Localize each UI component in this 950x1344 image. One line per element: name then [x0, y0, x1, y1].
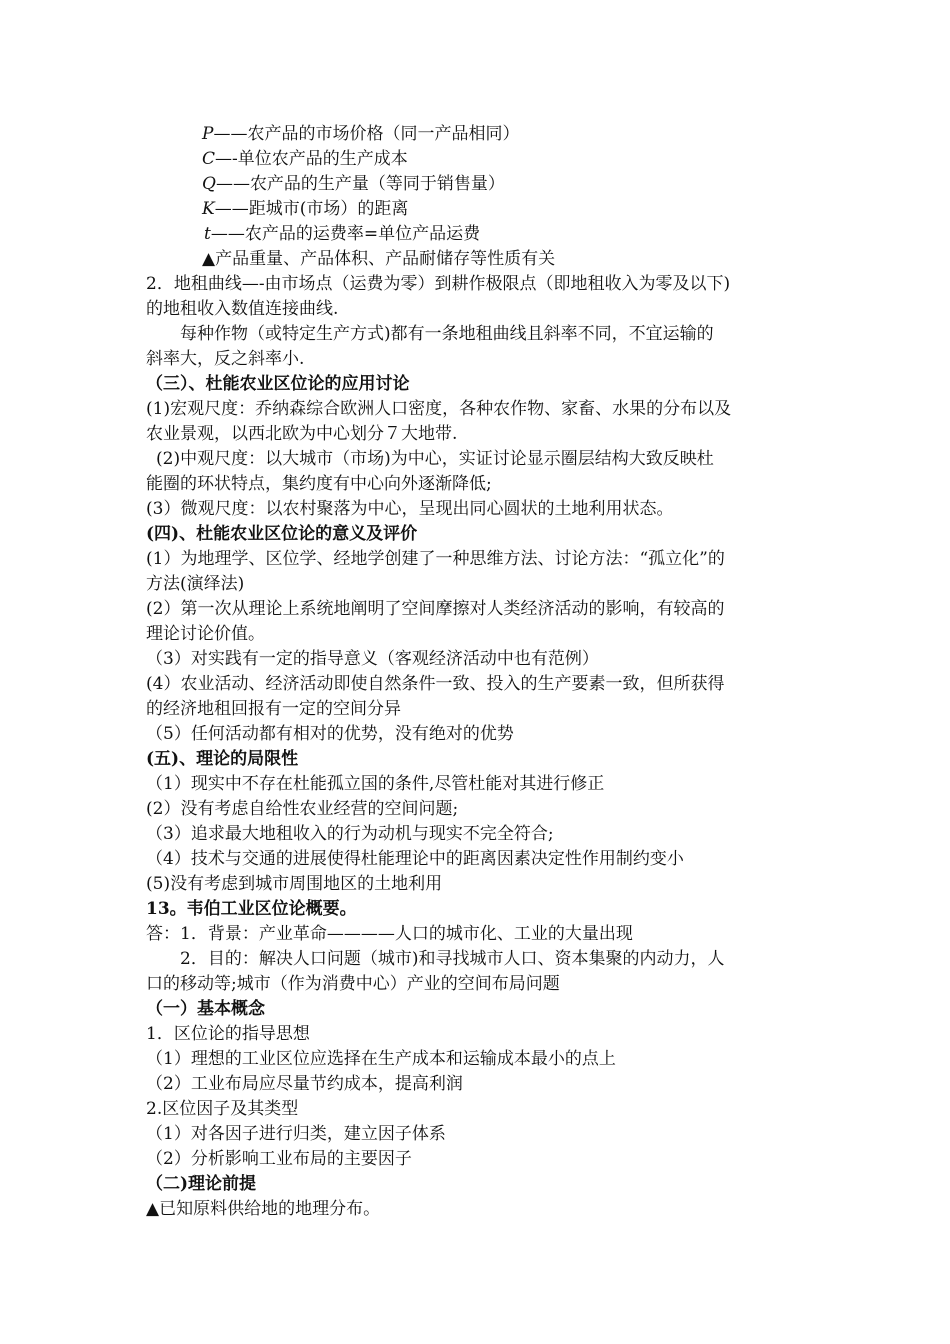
definition-text-p: ——农产品的市场价格（同一产品相同） — [213, 124, 520, 144]
note-line: ▲产品重量、产品体积、产品耐储存等性质有关 — [202, 249, 556, 269]
variable-k: K — [202, 199, 215, 219]
section-3-item-2-line-1: (2)中观尺度：以大城市（市场)为中心，实证讨论显示圈层结构大致反映杜 — [156, 449, 714, 469]
premise-item-1: ▲已知原料供给地的地理分布。 — [146, 1199, 381, 1219]
section-5-item-2: (2）没有考虑自给性农业经营的空间问题; — [146, 799, 459, 819]
rent-curve-line-2: 的地租收入数值连接曲线. — [146, 299, 339, 319]
basic-concepts-sub-2-item-2: （2）分析影响工业布局的主要因子 — [146, 1149, 412, 1169]
definition-text-c: —-单位农产品的生产成本 — [215, 149, 408, 169]
premise-heading: （二)理论前提 — [146, 1174, 257, 1194]
section-3-item-1-line-2: 农业景观，以西北欧为中心划分７大地带. — [146, 424, 458, 444]
section-3-item-3: (3）微观尺度：以农村聚落为中心，呈现出同心圆状的土地利用状态。 — [146, 499, 674, 519]
rent-curve-paragraph-line-2: 斜率大，反之斜率小. — [146, 349, 305, 369]
variable-c: C — [202, 149, 216, 169]
definition-text-k: ——距城市(市场）的距离 — [214, 199, 409, 219]
section-4-item-1-line-2: 方法(演绎法) — [146, 574, 245, 594]
basic-concepts-sub-1-item-1: （1）理想的工业区位应选择在生产成本和运输成本最小的点上 — [146, 1049, 616, 1069]
section-3-heading: （三）、杜能农业区位论的应用讨论 — [146, 374, 410, 394]
basic-concepts-sub-2-item-1: （1）对各因子进行归类，建立因子体系 — [146, 1124, 446, 1144]
section-5-heading: (五)、理论的局限性 — [146, 749, 299, 769]
section-4-item-2-line-2: 理论讨论价值。 — [146, 624, 265, 644]
basic-concepts-heading: （一）基本概念 — [146, 999, 265, 1019]
section-4-item-2-line-1: (2）第一次从理论上系统地阐明了空间摩擦对人类经济活动的影响，有较高的 — [146, 599, 725, 619]
section-4-item-3: （3）对实践有一定的指导意义（客观经济活动中也有范例） — [146, 649, 599, 669]
variable-q: Q — [202, 174, 216, 194]
document-body — [146, 122, 808, 1222]
question-13-answer-background: 答：1．背景：产业革命————人口的城市化、工业的大量出现 — [146, 924, 633, 944]
section-5-item-4: （4）技术与交通的进展使得杜能理论中的距离因素决定性作用制约变小 — [146, 849, 684, 869]
definition-line-t — [146, 222, 808, 247]
section-5-item-5: (5)没有考虑到城市周围地区的土地利用 — [146, 874, 443, 894]
question-13-purpose-line-1: 2．目的：解决人口问题（城市)和寻找城市人口、资本集聚的内动力，人 — [180, 949, 725, 969]
definition-line-c — [146, 147, 808, 172]
question-13-purpose-line-2: 口的移动等;城市（作为消费中心）产业的空间布局问题 — [146, 974, 560, 994]
definition-line-q — [146, 172, 808, 197]
section-3-item-2-line-2: 能圈的环状特点，集约度有中心向外逐渐降低; — [146, 474, 492, 494]
section-4-item-5: （5）任何活动都有相对的优势，没有绝对的优势 — [146, 724, 514, 744]
variable-t: t — [204, 224, 211, 244]
basic-concepts-sub-1-item-2: （2）工业布局应尽量节约成本，提高利润 — [146, 1074, 463, 1094]
definition-text-t: ——农产品的运费率=单位产品运费 — [210, 224, 481, 244]
variable-p: P — [202, 124, 214, 144]
rent-curve-paragraph-line-1: 每种作物（或特定生产方式)都有一条地租曲线且斜率不同，不宜运输的 — [180, 324, 714, 344]
section-5-item-3: （3）追求最大地租收入的行为动机与现实不完全符合; — [146, 824, 554, 844]
definition-text-q: ——农产品的生产量（等同于销售量） — [215, 174, 505, 194]
rent-curve-line-1: 2．地租曲线—-由市场点（运费为零）到耕作极限点（即地租收入为零及以下) — [146, 274, 731, 294]
question-13-heading: 13。韦伯工业区位论概要。 — [146, 899, 357, 919]
section-3-item-1-line-1: (1)宏观尺度：乔纳森综合欧洲人口密度，各种农作物、家畜、水果的分布以及 — [146, 399, 732, 419]
section-4-item-4-line-2: 的经济地租回报有一定的空间分异 — [146, 699, 401, 719]
section-5-item-1: （1）现实中不存在杜能孤立国的条件,尽管杜能对其进行修正 — [146, 774, 605, 794]
basic-concepts-sub-2: 2.区位因子及其类型 — [146, 1099, 299, 1119]
definition-line-k — [146, 197, 808, 222]
section-4-heading: (四)、杜能农业区位论的意义及评价 — [146, 524, 418, 544]
basic-concepts-sub-1: 1．区位论的指导思想 — [146, 1024, 310, 1044]
section-4-item-1-line-1: (1）为地理学、区位学、经地学创建了一种思维方法、讨论方法：“孤立化”的 — [146, 549, 725, 569]
definition-line-p — [146, 122, 808, 147]
section-4-item-4-line-1: (4）农业活动、经济活动即使自然条件一致、投入的生产要素一致，但所获得 — [146, 674, 725, 694]
